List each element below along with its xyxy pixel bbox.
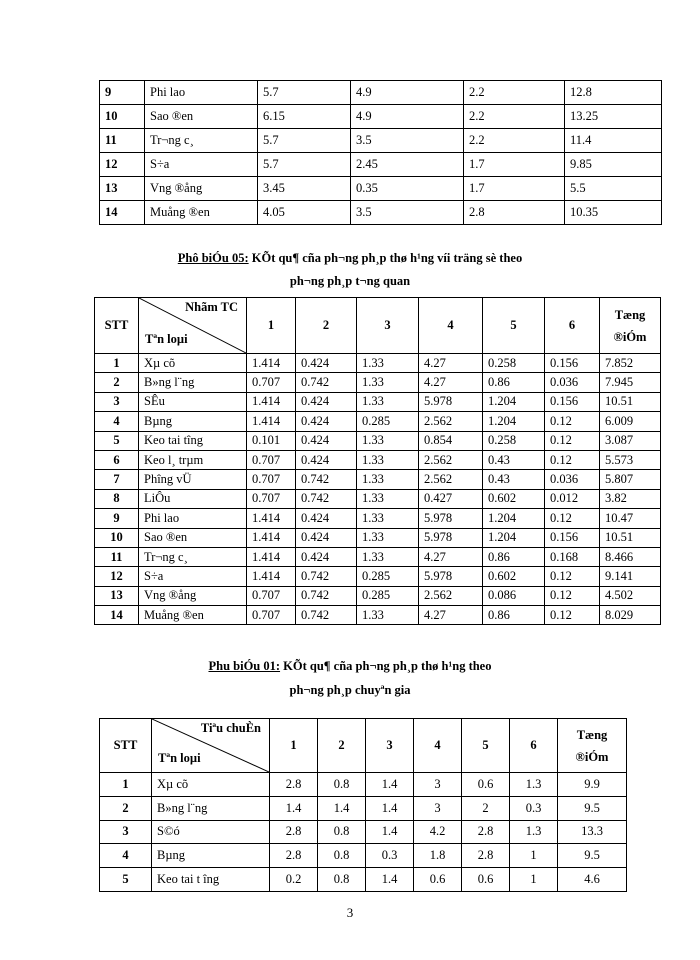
species-name-cell: Phi lao — [139, 509, 247, 528]
value-cell: 0.12 — [545, 509, 600, 528]
value-cell: 0.742 — [296, 606, 357, 625]
species-name-cell: Muång ®en — [145, 201, 258, 225]
table-row — [100, 844, 627, 868]
row-number-cell: 11 — [95, 547, 139, 566]
table-01-diagonal-header — [152, 719, 270, 773]
table-row — [95, 431, 661, 450]
value-cell: 1.414 — [247, 567, 296, 586]
value-cell: 0.43 — [483, 450, 545, 469]
value-cell: 0.3 — [366, 844, 414, 868]
value-cell: 1.33 — [357, 431, 419, 450]
value-cell: 2.8 — [270, 844, 318, 868]
value-cell: 9.5 — [558, 796, 627, 820]
table-row — [100, 129, 662, 153]
species-name-cell: B»ng l¨ng — [152, 796, 270, 820]
value-cell: 1.4 — [366, 773, 414, 797]
value-cell: 0.12 — [545, 567, 600, 586]
value-cell: 2.2 — [464, 129, 565, 153]
value-cell: 0.6 — [414, 868, 462, 892]
value-cell: 0.8 — [318, 773, 366, 797]
value-cell: 1.414 — [247, 528, 296, 547]
row-number-cell: 12 — [95, 567, 139, 586]
row-number-cell: 5 — [95, 431, 139, 450]
table-row — [100, 773, 627, 797]
value-cell: 0.86 — [483, 547, 545, 566]
value-cell: 0.424 — [296, 509, 357, 528]
row-number-cell: 12 — [100, 153, 145, 177]
value-cell: 3.5 — [351, 201, 464, 225]
value-cell: 0.602 — [483, 489, 545, 508]
value-cell: 1.33 — [357, 606, 419, 625]
caption-05-line1 — [0, 251, 700, 266]
species-name-cell: Xµ cõ — [139, 354, 247, 373]
value-cell: 1.33 — [357, 354, 419, 373]
value-cell: 1.33 — [357, 489, 419, 508]
row-number-cell: 11 — [100, 129, 145, 153]
table-row — [95, 547, 661, 566]
value-cell: 1.4 — [366, 868, 414, 892]
value-cell: 4.27 — [419, 606, 483, 625]
table-05-col-5: 5 — [483, 298, 545, 354]
value-cell: 1.4 — [318, 796, 366, 820]
value-cell: 4.6 — [558, 868, 627, 892]
table-row — [95, 373, 661, 392]
value-cell: 2.8 — [464, 201, 565, 225]
value-cell: 0.036 — [545, 373, 600, 392]
table-row — [95, 392, 661, 411]
table-05 — [94, 297, 661, 625]
row-number-cell: 1 — [95, 354, 139, 373]
value-cell: 4.27 — [419, 354, 483, 373]
value-cell: 0.2 — [270, 868, 318, 892]
table-01-col-1: 1 — [270, 719, 318, 773]
value-cell: 5.978 — [419, 567, 483, 586]
value-cell: 9.141 — [600, 567, 661, 586]
row-number-cell: 10 — [100, 105, 145, 129]
table-05-col-1: 1 — [247, 298, 296, 354]
value-cell: 1.33 — [357, 509, 419, 528]
species-name-cell: S©ó — [152, 820, 270, 844]
value-cell: 12.8 — [565, 81, 662, 105]
value-cell: 4.2 — [414, 820, 462, 844]
value-cell: 4.502 — [600, 586, 661, 605]
table-01-criteria-label: Tiªu chuÈn — [200, 721, 261, 735]
value-cell: 1.204 — [483, 412, 545, 431]
value-cell: 2.45 — [351, 153, 464, 177]
value-cell: 5.978 — [419, 392, 483, 411]
species-name-cell: Vng ®ång — [145, 177, 258, 201]
value-cell: 0.424 — [296, 547, 357, 566]
value-cell: 5.807 — [600, 470, 661, 489]
value-cell: 0.424 — [296, 528, 357, 547]
species-name-cell: LiÔu — [139, 489, 247, 508]
value-cell: 2.8 — [462, 820, 510, 844]
table-row — [100, 105, 662, 129]
table-row — [100, 820, 627, 844]
value-cell: 0.156 — [545, 528, 600, 547]
row-number-cell: 4 — [95, 412, 139, 431]
table-01-total-line2: ®iÓm — [575, 749, 609, 764]
value-cell: 1.204 — [483, 509, 545, 528]
row-number-cell: 1 — [100, 773, 152, 797]
table-01-stt-header: STT — [100, 719, 152, 773]
top-table — [99, 80, 662, 225]
value-cell: 4.27 — [419, 547, 483, 566]
value-cell: 0.427 — [419, 489, 483, 508]
value-cell: 1.414 — [247, 412, 296, 431]
value-cell: 2.562 — [419, 470, 483, 489]
row-number-cell: 10 — [95, 528, 139, 547]
value-cell: 11.4 — [565, 129, 662, 153]
species-name-cell: Bµng — [139, 412, 247, 431]
value-cell: 1.33 — [357, 392, 419, 411]
value-cell: 0.258 — [483, 431, 545, 450]
row-number-cell: 6 — [95, 450, 139, 469]
value-cell: 1.4 — [270, 796, 318, 820]
value-cell: 0.707 — [247, 606, 296, 625]
table-05-criteria-group-label: Nhãm TC — [185, 300, 238, 314]
value-cell: 1.33 — [357, 547, 419, 566]
value-cell: 0.424 — [296, 450, 357, 469]
table-01-species-label: Tªn loµi — [158, 751, 201, 765]
species-name-cell: Phîng vÜ — [139, 470, 247, 489]
value-cell: 2.2 — [464, 81, 565, 105]
caption-01-title: KÕt qu¶ cña ph¬ng ph¸p thø h¹ng theo — [280, 659, 492, 673]
value-cell: 0.707 — [247, 373, 296, 392]
table-row — [100, 81, 662, 105]
table-01-col-6: 6 — [510, 719, 558, 773]
table-05-col-2: 2 — [296, 298, 357, 354]
value-cell: 2.8 — [270, 773, 318, 797]
value-cell: 2.2 — [464, 105, 565, 129]
value-cell: 2.8 — [462, 844, 510, 868]
value-cell: 13.3 — [558, 820, 627, 844]
value-cell: 0.3 — [510, 796, 558, 820]
table-01-col-5: 5 — [462, 719, 510, 773]
value-cell: 0.742 — [296, 373, 357, 392]
table-01 — [99, 718, 627, 892]
value-cell: 1 — [510, 844, 558, 868]
value-cell: 4.27 — [419, 373, 483, 392]
value-cell: 0.6 — [462, 773, 510, 797]
caption-01-line2: ph¬ng ph¸p chuyªn gia — [289, 683, 411, 697]
species-name-cell: Muång ®en — [139, 606, 247, 625]
value-cell: 10.47 — [600, 509, 661, 528]
value-cell: 0.156 — [545, 392, 600, 411]
value-cell: 0.036 — [545, 470, 600, 489]
value-cell: 1.7 — [464, 153, 565, 177]
value-cell: 2.562 — [419, 586, 483, 605]
species-name-cell: Phi lao — [145, 81, 258, 105]
value-cell: 0.742 — [296, 567, 357, 586]
row-number-cell: 13 — [95, 586, 139, 605]
value-cell: 9.5 — [558, 844, 627, 868]
value-cell: 6.009 — [600, 412, 661, 431]
table-row — [95, 586, 661, 605]
caption-05-title: KÕt qu¶ cña ph¬ng ph¸p thø h¹ng víi träng sè theo — [248, 251, 523, 265]
table-row — [100, 796, 627, 820]
table-row — [100, 201, 662, 225]
table-row — [95, 509, 661, 528]
value-cell: 0.424 — [296, 412, 357, 431]
table-row — [100, 177, 662, 201]
value-cell: 0.8 — [318, 868, 366, 892]
species-name-cell: Tr¬ng c¸ — [139, 547, 247, 566]
value-cell: 0.86 — [483, 373, 545, 392]
row-number-cell: 3 — [95, 392, 139, 411]
row-number-cell: 5 — [100, 868, 152, 892]
row-number-cell: 3 — [100, 820, 152, 844]
value-cell: 0.742 — [296, 586, 357, 605]
species-name-cell: Vng ®ång — [139, 586, 247, 605]
value-cell: 3.5 — [351, 129, 464, 153]
species-name-cell: SÊu — [139, 392, 247, 411]
table-05-col-6: 6 — [545, 298, 600, 354]
table-row — [95, 412, 661, 431]
value-cell: 0.424 — [296, 431, 357, 450]
value-cell: 1.3 — [510, 820, 558, 844]
species-name-cell: B»ng l¨ng — [139, 373, 247, 392]
table-01-total-line1: Tæng — [576, 727, 608, 742]
value-cell: 0.258 — [483, 354, 545, 373]
value-cell: 1.33 — [357, 470, 419, 489]
value-cell: 7.945 — [600, 373, 661, 392]
value-cell: 10.51 — [600, 392, 661, 411]
row-number-cell: 7 — [95, 470, 139, 489]
value-cell: 0.854 — [419, 431, 483, 450]
value-cell: 3.45 — [258, 177, 351, 201]
value-cell: 3.087 — [600, 431, 661, 450]
table-row — [95, 567, 661, 586]
value-cell: 0.43 — [483, 470, 545, 489]
value-cell: 5.978 — [419, 528, 483, 547]
species-name-cell: Xµ cõ — [152, 773, 270, 797]
row-number-cell: 14 — [100, 201, 145, 225]
value-cell: 1.7 — [464, 177, 565, 201]
value-cell: 6.15 — [258, 105, 351, 129]
value-cell: 4.9 — [351, 105, 464, 129]
value-cell: 0.12 — [545, 450, 600, 469]
species-name-cell: Sao ®en — [145, 105, 258, 129]
value-cell: 2 — [462, 796, 510, 820]
value-cell: 5.5 — [565, 177, 662, 201]
table-row — [100, 153, 662, 177]
value-cell: 0.707 — [247, 470, 296, 489]
table-row — [95, 528, 661, 547]
value-cell: 0.285 — [357, 567, 419, 586]
value-cell: 0.285 — [357, 586, 419, 605]
table-05-total-header — [600, 298, 661, 354]
value-cell: 0.742 — [296, 489, 357, 508]
row-number-cell: 14 — [95, 606, 139, 625]
value-cell: 1.414 — [247, 509, 296, 528]
value-cell: 1.414 — [247, 354, 296, 373]
value-cell: 0.742 — [296, 470, 357, 489]
value-cell: 0.12 — [545, 586, 600, 605]
species-name-cell: Keo tai t îng — [152, 868, 270, 892]
value-cell: 0.8 — [318, 844, 366, 868]
species-name-cell: Sao ®en — [139, 528, 247, 547]
species-name-cell: Tr¬ng c¸ — [145, 129, 258, 153]
value-cell: 0.707 — [247, 586, 296, 605]
value-cell: 1.4 — [366, 796, 414, 820]
value-cell: 0.285 — [357, 412, 419, 431]
value-cell: 3 — [414, 773, 462, 797]
value-cell: 3 — [414, 796, 462, 820]
table-01-col-3: 3 — [366, 719, 414, 773]
value-cell: 10.35 — [565, 201, 662, 225]
species-name-cell: S÷a — [139, 567, 247, 586]
value-cell: 0.86 — [483, 606, 545, 625]
value-cell: 1.414 — [247, 547, 296, 566]
value-cell: 0.101 — [247, 431, 296, 450]
value-cell: 1.33 — [357, 528, 419, 547]
table-row — [95, 489, 661, 508]
table-05-col-3: 3 — [357, 298, 419, 354]
value-cell: 5.7 — [258, 153, 351, 177]
value-cell: 0.707 — [247, 450, 296, 469]
table-row — [95, 470, 661, 489]
value-cell: 4.9 — [351, 81, 464, 105]
value-cell: 0.156 — [545, 354, 600, 373]
value-cell: 0.12 — [545, 606, 600, 625]
table-01-total-header — [558, 719, 627, 773]
species-name-cell: S÷a — [145, 153, 258, 177]
value-cell: 13.25 — [565, 105, 662, 129]
value-cell: 8.466 — [600, 547, 661, 566]
value-cell: 9.9 — [558, 773, 627, 797]
value-cell: 4.05 — [258, 201, 351, 225]
row-number-cell: 2 — [95, 373, 139, 392]
table-05-total-line2: ®iÓm — [613, 329, 647, 344]
caption-05-line2: ph¬ng ph¸p t¬ng quan — [289, 274, 411, 288]
value-cell: 0.012 — [545, 489, 600, 508]
caption-01-label: Phu biÓu 01: — [208, 659, 281, 673]
row-number-cell: 13 — [100, 177, 145, 201]
table-row — [100, 868, 627, 892]
value-cell: 2.562 — [419, 412, 483, 431]
value-cell: 2.8 — [270, 820, 318, 844]
value-cell: 9.85 — [565, 153, 662, 177]
value-cell: 5.978 — [419, 509, 483, 528]
value-cell: 0.12 — [545, 412, 600, 431]
row-number-cell: 9 — [95, 509, 139, 528]
value-cell: 5.573 — [600, 450, 661, 469]
value-cell: 1.4 — [366, 820, 414, 844]
table-row — [95, 450, 661, 469]
value-cell: 7.852 — [600, 354, 661, 373]
table-05-col-4: 4 — [419, 298, 483, 354]
value-cell: 0.6 — [462, 868, 510, 892]
row-number-cell: 9 — [100, 81, 145, 105]
table-05-stt-header: STT — [95, 298, 139, 354]
table-01-col-4: 4 — [414, 719, 462, 773]
caption-01-line1 — [0, 659, 700, 674]
value-cell: 1 — [510, 868, 558, 892]
table-05-species-label: Tªn loµi — [145, 332, 188, 346]
row-number-cell: 8 — [95, 489, 139, 508]
value-cell: 1.204 — [483, 528, 545, 547]
value-cell: 1.33 — [357, 450, 419, 469]
row-number-cell: 4 — [100, 844, 152, 868]
value-cell: 3.82 — [600, 489, 661, 508]
value-cell: 0.707 — [247, 489, 296, 508]
table-01-col-2: 2 — [318, 719, 366, 773]
value-cell: 5.7 — [258, 129, 351, 153]
value-cell: 0.8 — [318, 820, 366, 844]
row-number-cell: 2 — [100, 796, 152, 820]
value-cell: 0.424 — [296, 354, 357, 373]
value-cell: 8.029 — [600, 606, 661, 625]
species-name-cell: Keo l¸ trµm — [139, 450, 247, 469]
value-cell: 5.7 — [258, 81, 351, 105]
table-05-total-line1: Tæng — [614, 307, 646, 322]
value-cell: 1.3 — [510, 773, 558, 797]
species-name-cell: Bµng — [152, 844, 270, 868]
value-cell: 0.35 — [351, 177, 464, 201]
value-cell: 0.12 — [545, 431, 600, 450]
caption-05-label: Phô biÓu 05: — [177, 251, 249, 265]
table-row — [95, 606, 661, 625]
page-number: 3 — [346, 905, 354, 920]
table-05-diagonal-header — [139, 298, 247, 354]
table-row — [95, 354, 661, 373]
value-cell: 1.414 — [247, 392, 296, 411]
value-cell: 1.8 — [414, 844, 462, 868]
value-cell: 2.562 — [419, 450, 483, 469]
value-cell: 1.204 — [483, 392, 545, 411]
value-cell: 0.424 — [296, 392, 357, 411]
value-cell: 0.602 — [483, 567, 545, 586]
value-cell: 0.086 — [483, 586, 545, 605]
value-cell: 0.168 — [545, 547, 600, 566]
value-cell: 10.51 — [600, 528, 661, 547]
species-name-cell: Keo tai tîng — [139, 431, 247, 450]
value-cell: 1.33 — [357, 373, 419, 392]
